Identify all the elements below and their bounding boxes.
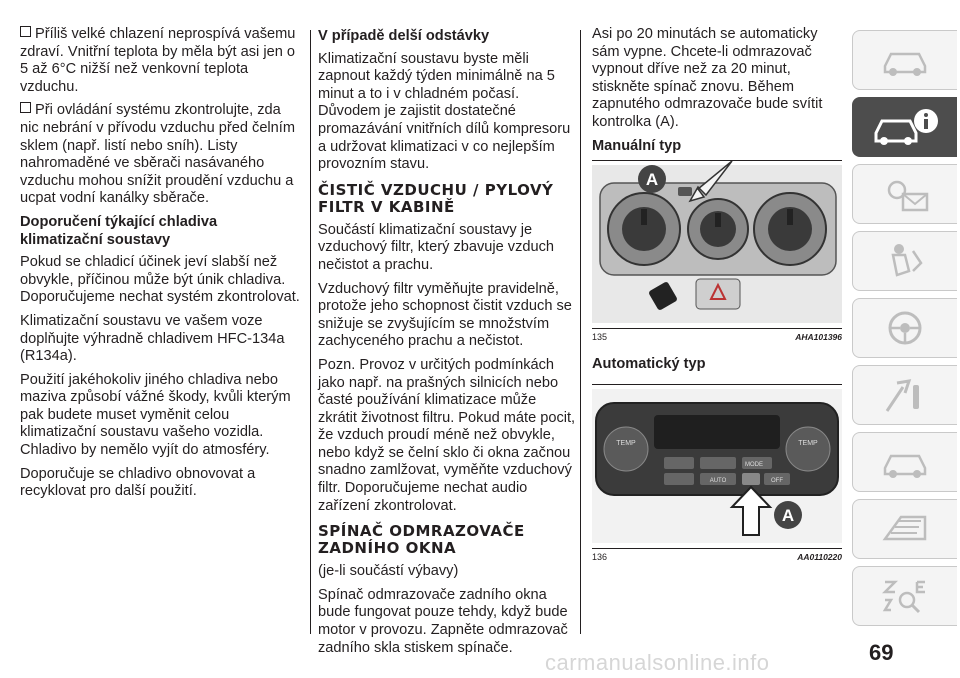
chapter-tab-car-info[interactable]: [852, 97, 957, 157]
figure-callout-a: A: [645, 170, 659, 190]
figure-manual-panel: [592, 160, 842, 342]
heading-automatic-type: Automatický typ: [592, 356, 706, 373]
paragraph-equipment-note: (je-li součástí výbavy): [318, 563, 459, 580]
car-info-icon: [870, 105, 940, 149]
chapter-tab-maintenance[interactable]: [852, 432, 957, 492]
chapter-tab-warning-lights[interactable]: [852, 164, 957, 224]
figure-code: AHA101396: [795, 332, 842, 343]
paragraph-cooling-warning: Příliš velké chlazení neprospívá vašemu zdraví. Vnitřní teplota by měla být asi jen o 5 až 6°C nižší než venkovní teplota vzduchu.: [20, 26, 302, 96]
tools-icon: [877, 375, 933, 415]
paragraph-filter-replace: Vzduchový filtr vyměňujte pravidelně, protože jeho schopnost čistit vzduch se snižuje se zvyšujícím se množstvím zachyceného prachu a nečistot.: [318, 280, 572, 350]
temp-right-label: TEMP: [798, 439, 818, 447]
seat-airbag-icon: [877, 241, 933, 281]
paragraph-other-refrigerant: Použití jakéhokoliv jiného chladiva nebo maziva způsobí vážné škody, kvůli kterým pak budete muset vyměnit celou klimatizační soustavu vašeho vozidla. Chladivo by nemělo vyjít do atmosféry.: [20, 371, 291, 459]
figure-automatic-panel: [592, 384, 842, 562]
heading-refrigerant: Doporučení týkající chladiva klimatizační soustavy: [20, 213, 218, 248]
figure-caption: [592, 549, 842, 562]
figure-number: 135: [592, 332, 608, 343]
warning-light-envelope-icon: [877, 174, 933, 214]
alphabet-index-icon: [877, 576, 933, 616]
paragraph-recycle: Doporučuje se chladivo obnovovat a recyklovat pro další použití.: [20, 465, 256, 500]
paragraph-long-storage: Klimatizační soustavu byste měli zapnout každý týden minimálně na 5 minut a to i v chladném počasí. Důvodem je zajistit dostatečné promazávání vnitřních dílů kompresoru a udržovat klimatizaci v co nejlepším provozním stavu.: [318, 50, 571, 173]
paragraph-auto-off: Asi po 20 minutách se automaticky sám vypne. Chcete-li odmrazovač vypnout dříve než za 20 minut, stiskněte spínač znovu. Během zapnutého odmrazovače bude svítit kontrolka (A).: [592, 26, 823, 130]
column-divider: [310, 30, 311, 634]
off-label: OFF: [771, 477, 783, 484]
auto-label: AUTO: [709, 477, 727, 484]
chapter-tab-safety[interactable]: [852, 231, 957, 291]
paragraph-refrigerant-type: Klimatizační soustavu ve vašem voze doplňujte výhradně chladivem HFC-134a (R134a).: [20, 312, 285, 365]
paragraph-air-intake: Při ovládání systému zkontrolujte, zda nic nebrání v přívodu vzduchu před čelním sklem (např. listí nebo sníh). Listy nahromaděné ve sběrači nasávaného vzduchu mohou snížit proudění vzduchu a ucpat vodní kanálky sběrače.: [20, 102, 302, 208]
manual-climate-panel-illustration: [592, 161, 842, 323]
figure-code: AA0110220: [797, 551, 842, 562]
figure-caption: [592, 329, 842, 342]
mode-label: MODE: [745, 461, 763, 468]
chapter-tab-specifications[interactable]: [852, 499, 957, 559]
page-number: 69: [869, 640, 894, 665]
chapter-tab-dashboard[interactable]: [852, 30, 957, 90]
automatic-climate-panel-illustration: [592, 385, 842, 543]
heading-air-filter: ČISTIČ VZDUCHU / PYLOVÝ FILTR V KABINĚ: [318, 180, 554, 216]
column-divider: [580, 30, 581, 634]
paragraph-filter-intro: Součástí klimatizační soustavy je vzduchový filtr, který zbavuje vzduch nečistot a prachu.: [318, 221, 555, 273]
paragraph-defroster-switch: Spínač odmrazovače zadního okna bude fungovat pouze tehdy, když bude motor v provozu. Zapněte odmrazovač zadního skla stiskem spínače.: [318, 586, 568, 656]
paragraph-refrigerant-leak: Pokud se chladicí účinek jeví slabší než obvykle, příčinou může být únik chladiva. Doporučujeme nechat systém zkontrolovat.: [20, 254, 300, 306]
column-2: [318, 26, 576, 663]
watermark: carmanualsonline.info: [545, 650, 770, 675]
heading-manual-type: Manuální typ: [592, 137, 682, 154]
specifications-icon: [877, 509, 933, 549]
chapter-tab-driving[interactable]: [852, 298, 957, 358]
column-1: [20, 26, 302, 507]
chapter-tab-emergency[interactable]: [852, 365, 957, 425]
steering-wheel-icon: [877, 308, 933, 348]
heading-rear-defroster: SPÍNAČ ODMRAZOVAČE ZADNÍHO OKNA: [318, 522, 525, 558]
figure-callout-a: A: [781, 505, 795, 525]
temp-left-label: TEMP: [616, 439, 636, 447]
car-service-icon: [877, 442, 933, 482]
figure-number: 136: [592, 551, 608, 562]
chapter-tab-index[interactable]: [852, 566, 957, 626]
dashboard-car-icon: [877, 40, 933, 80]
paragraph-filter-note: Pozn. Provoz v určitých podmínkách jako např. na prašných silnicích nebo časté používání klimatizace může zkrátit životnost filtru. Pokud máte pocit, že vzduch proudí méně než obvykle, nebo když se čelní sklo či okna začnou snadno zamlžovat, vyměňte vzduchový filtr. Doporučujeme nechat audio zařízení zkontrolovat.: [318, 356, 576, 514]
column-3: [592, 26, 844, 562]
heading-long-storage: V případě delší odstávky: [318, 28, 490, 44]
chapter-sidebar: [852, 30, 956, 633]
